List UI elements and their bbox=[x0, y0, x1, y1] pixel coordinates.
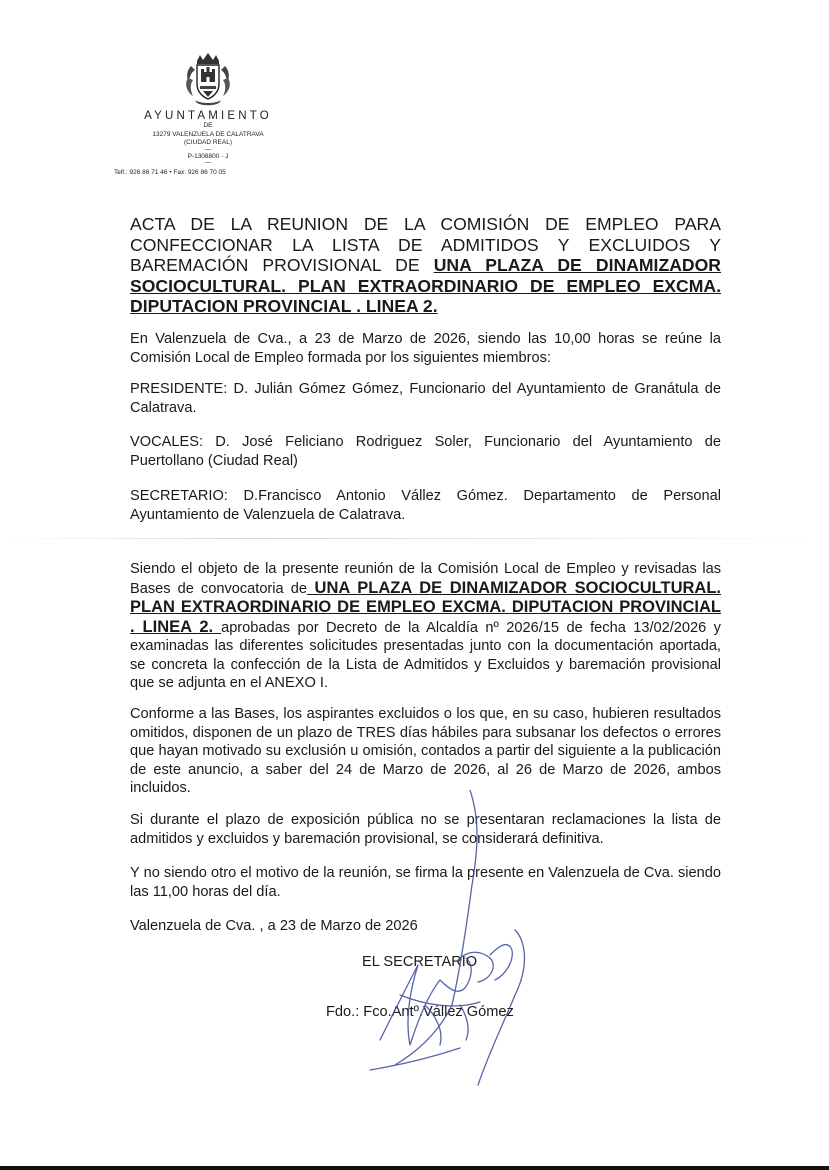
signer-role: EL SECRETARIO bbox=[362, 954, 478, 970]
exposure-paragraph: Si durante el plazo de exposición pública no se presentaran reclamaciones la lista de admitidos y excluidos y baremación provisional, se considerará definitiva. bbox=[130, 812, 721, 847]
vocales-paragraph: VOCALES: D. José Feliciano Rodriguez Soler, Funcionario del Ayuntamiento de Puertollano (Ciudad Real) bbox=[130, 434, 721, 469]
letterhead-address: 13279 VALENZUELA DE CALATRAVA bbox=[152, 130, 264, 138]
object-text-underlined: UNA PLAZA DE DINAMIZADOR SOCIOCULTURAL. PLAN EXTRAORDINARIO DE EMPLEO EXCMA. DIPUTACION PROVINCIAL . LINEA 2. bbox=[130, 578, 722, 636]
document-title bbox=[130, 214, 721, 317]
letterhead-dash: — bbox=[205, 146, 211, 153]
object-paragraph bbox=[130, 560, 721, 693]
municipality-name: AYUNTAMIENTO bbox=[144, 110, 272, 122]
secretary-paragraph: SECRETARIO: D.Francisco Antonio Vállez Gómez. Departamento de Personal Ayuntamiento de Valenzuela de Calatrava. bbox=[130, 488, 721, 523]
title-text: ACTA DE LA REUNION DE LA COMISIÓN DE EMPLEO PARA CONFECCIONAR LA LISTA DE ADMITIDOS Y EXCLUIDOS Y BAREMACIÓN PROVISIONAL DE bbox=[130, 214, 721, 275]
object-text-end: aprobadas por Decreto de la Alcaldía nº 2026/15 de fecha 13/02/2026 y examinadas las diferentes solicitudes presentadas junto con la documentación aportada, se concreta la confección de la Lista de Admitidos y Excluidos y baremación provisional que se adjunta en el ANEXO I. bbox=[130, 619, 721, 691]
president-paragraph: PRESIDENTE: D. Julián Gómez Gómez, Funcionario del Ayuntamiento de Granátula de Calatrava. bbox=[130, 381, 721, 416]
object-text-start: Siendo el objeto de la presente reunión de la Comisión Local de Empleo y revisadas las Bases de convocatoria de bbox=[130, 561, 721, 597]
letterhead-phone: Telf.: 926 86 71 46 • Fax: 926 86 70 05 bbox=[114, 169, 226, 176]
title-underlined: UNA PLAZA DE DINAMIZADOR SOCIOCULTURAL. PLAN EXTRAORDINARIO DE EMPLEO EXCMA. DIPUTACION PROVINCIAL . LINEA 2. bbox=[130, 255, 721, 316]
letterhead-province: (CIUDAD REAL) bbox=[183, 139, 233, 146]
coat-of-arms-icon bbox=[183, 52, 233, 106]
intro-paragraph: En Valenzuela de Cva., a 23 de Marzo de 2026, siendo las 10,00 horas se reúne la Comisión Local de Empleo formada por los siguientes miembros: bbox=[130, 331, 721, 366]
place-date: Valenzuela de Cva. , a 23 de Marzo de 2026 bbox=[130, 918, 418, 934]
closing-paragraph: Y no siendo otro el motivo de la reunión, se firma la presente en Valenzuela de Cva. siendo las 11,00 horas del día. bbox=[130, 865, 721, 900]
scan-divider bbox=[0, 538, 829, 539]
bases-paragraph: Conforme a las Bases, los aspirantes excluidos o los que, en su caso, hubieren resultados omitidos, disponen de un plazo de TRES días hábiles para subsanar los defectos o errores que hayan motivado su exclusión u omisión, contados a partir del siguiente a la publicación de este anuncio, a saber del 24 de Marzo de 2026, al 26 de Marzo de 2026, ambos incluidos. bbox=[130, 706, 721, 796]
letterhead-de: DE bbox=[203, 122, 213, 129]
signer-name: Fdo.: Fco.Antº.Vállez Gómez bbox=[326, 1004, 514, 1020]
page-bottom-edge bbox=[0, 1166, 829, 1170]
letterhead bbox=[114, 52, 298, 176]
letterhead-nif: P-1308800 - J bbox=[187, 152, 229, 160]
letterhead-dash: — bbox=[205, 160, 211, 166]
